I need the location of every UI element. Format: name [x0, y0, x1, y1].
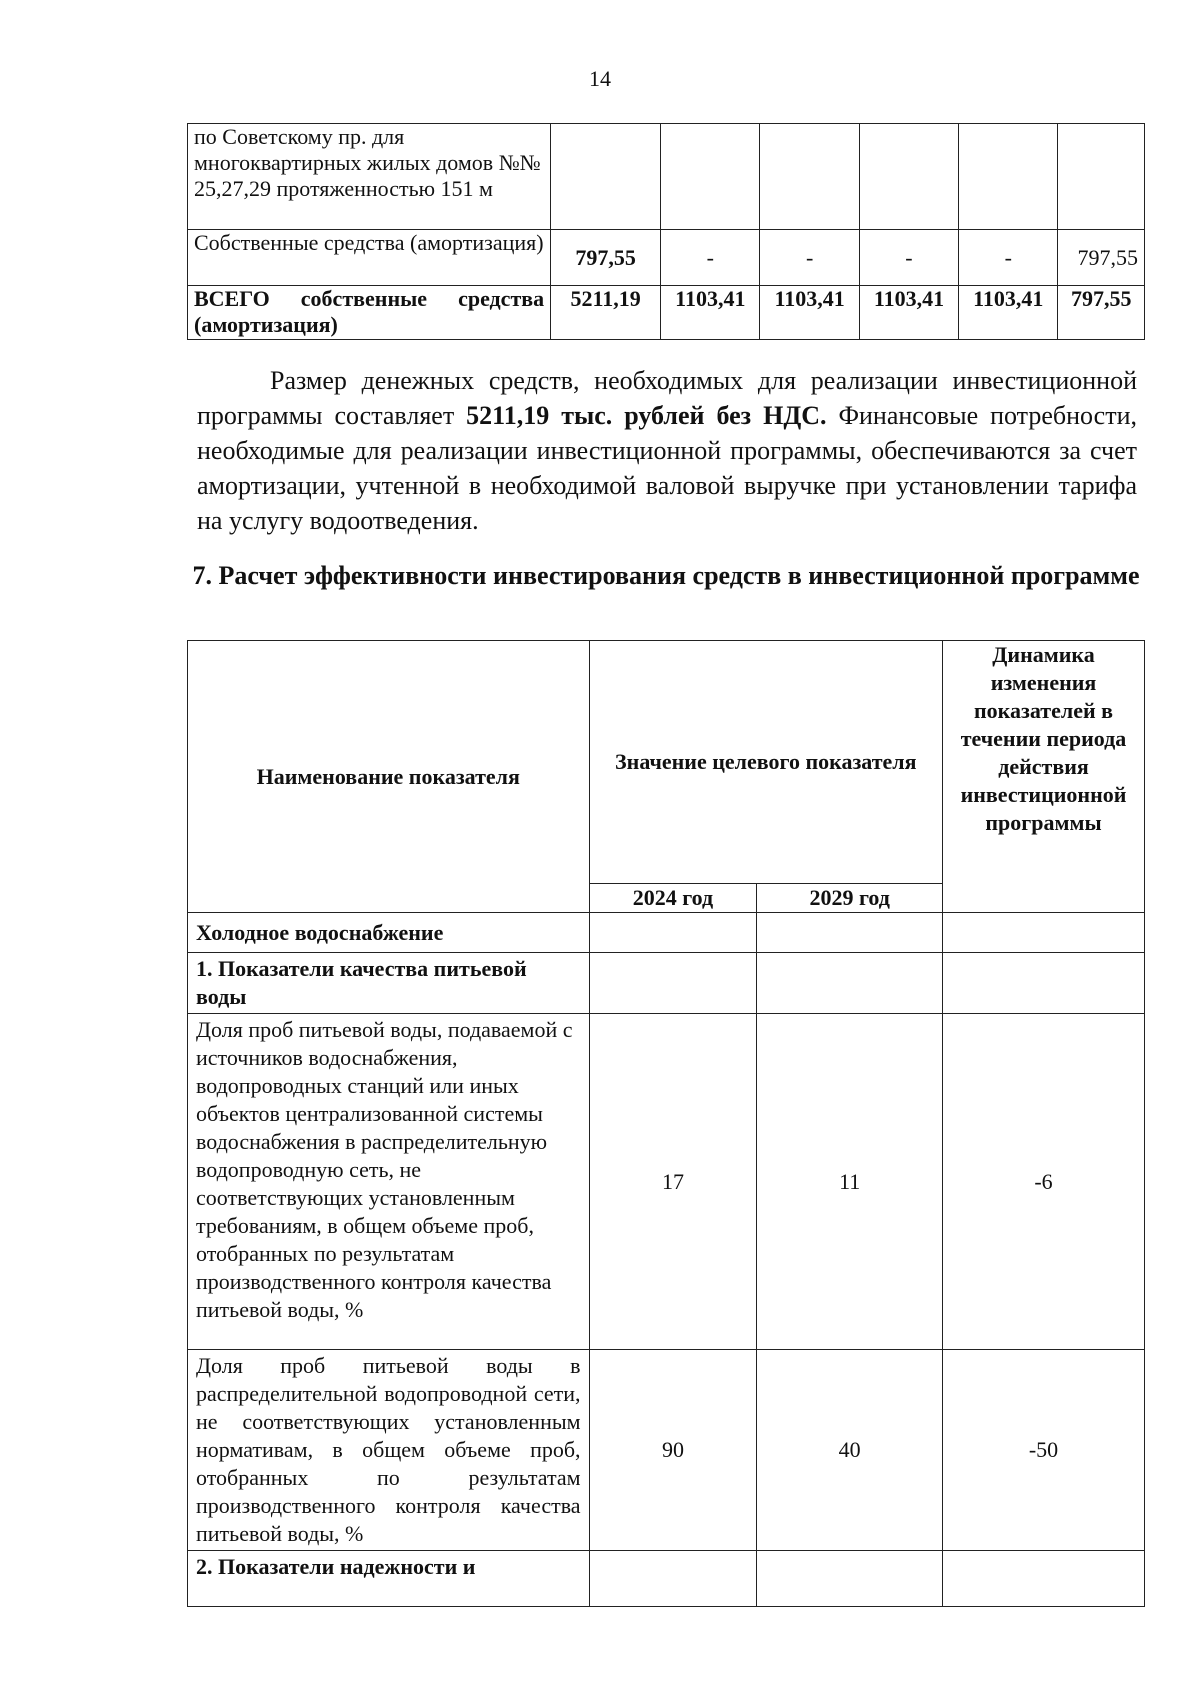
cell-value: -6 — [943, 1014, 1145, 1350]
cell-value: 1103,41 — [760, 286, 859, 340]
header-target-value: Значение целевого показателя — [589, 641, 942, 884]
cell-value: 1103,41 — [859, 286, 958, 340]
paragraph-text: Финансовые потребности, необходимые для реализации инвестиционной программы, обеспечиваются за счет амортизации, учтенной в необходимой валовой выручке при установлении тарифа на услугу водоотведения. — [197, 401, 1137, 535]
cell-value — [1058, 124, 1145, 230]
cell-value: - — [959, 230, 1058, 286]
paragraph-amount: 5211,19 тыс. рублей без НДС. — [466, 401, 827, 430]
table-row — [188, 124, 1145, 230]
cell-value — [589, 1551, 757, 1607]
cell-value: - — [760, 230, 859, 286]
cell-value: 797,55 — [1058, 286, 1145, 340]
cell-value: - — [661, 230, 760, 286]
cell-value: -50 — [943, 1350, 1145, 1551]
cell-value: 17 — [589, 1014, 757, 1350]
row-label: ВСЕГО собственные средства (амортизация) — [188, 286, 551, 340]
cell-value: 1103,41 — [661, 286, 760, 340]
efficiency-table — [187, 640, 1145, 1607]
cell-value: 40 — [757, 1350, 943, 1551]
row-label: Доля проб питьевой воды, подаваемой с источников водоснабжения, водопроводных станций или иных объектов централизованной системы водоснабжения в распределительную водопроводную сеть, не соответствующих установленным требованиям, в общем объеме проб, отобранных по результатам производственного контроля качества питьевой воды, % — [188, 1014, 590, 1350]
header-dynamics: Динамика изменения показателей в течении периода действия инвестиционной программы — [943, 641, 1145, 913]
funding-table — [187, 123, 1145, 340]
row-label: 1. Показатели качества питьевой воды — [188, 953, 590, 1014]
table-row — [188, 953, 1145, 1014]
row-label: Доля проб питьевой воды в распределительной водопроводной сети, не соответствующих установленным нормативам, в общем объеме проб, отобранных по результатам производственного контроля качества питьевой воды, % — [188, 1350, 590, 1551]
cell-value: 797,55 — [1058, 230, 1145, 286]
funding-paragraph — [197, 363, 1137, 538]
header-indicator-name: Наименование показателя — [188, 641, 590, 913]
cell-value — [551, 124, 661, 230]
header-year-2024: 2024 год — [589, 884, 757, 913]
cell-value — [943, 953, 1145, 1014]
cell-value — [943, 913, 1145, 953]
cell-value — [661, 124, 760, 230]
cell-value: - — [859, 230, 958, 286]
table-row-total — [188, 286, 1145, 340]
cell-value — [757, 1551, 943, 1607]
cell-value — [757, 953, 943, 1014]
table-row — [188, 230, 1145, 286]
header-year-2029: 2029 год — [757, 884, 943, 913]
cell-value — [859, 124, 958, 230]
table-row — [188, 1014, 1145, 1350]
cell-value: 90 — [589, 1350, 757, 1551]
cell-value — [959, 124, 1058, 230]
table-row — [188, 913, 1145, 953]
row-label: по Советскому пр. для многоквартирных жилых домов №№ 25,27,29 протяженностью 151 м — [188, 124, 551, 230]
page-number: 14 — [589, 66, 611, 91]
cell-value — [943, 1551, 1145, 1607]
row-label: 2. Показатели надежности и — [188, 1551, 590, 1607]
section-heading: 7. Расчет эффективности инвестирования средств в инвестиционной программе — [192, 561, 1140, 590]
paragraph-text: Размер денежных средств, необходимых для реализации инвестиционной программы составляет — [197, 366, 1137, 430]
cell-value — [760, 124, 859, 230]
cell-value — [589, 913, 757, 953]
table-row — [188, 1350, 1145, 1551]
cell-value — [589, 953, 757, 1014]
row-label: Собственные средства (амортизация) — [188, 230, 551, 286]
cell-value: 11 — [757, 1014, 943, 1350]
table-row — [188, 1551, 1145, 1607]
cell-value: 5211,19 — [551, 286, 661, 340]
row-label: Холодное водоснабжение — [188, 913, 590, 953]
cell-value — [757, 913, 943, 953]
cell-value: 1103,41 — [959, 286, 1058, 340]
cell-value: 797,55 — [551, 230, 661, 286]
